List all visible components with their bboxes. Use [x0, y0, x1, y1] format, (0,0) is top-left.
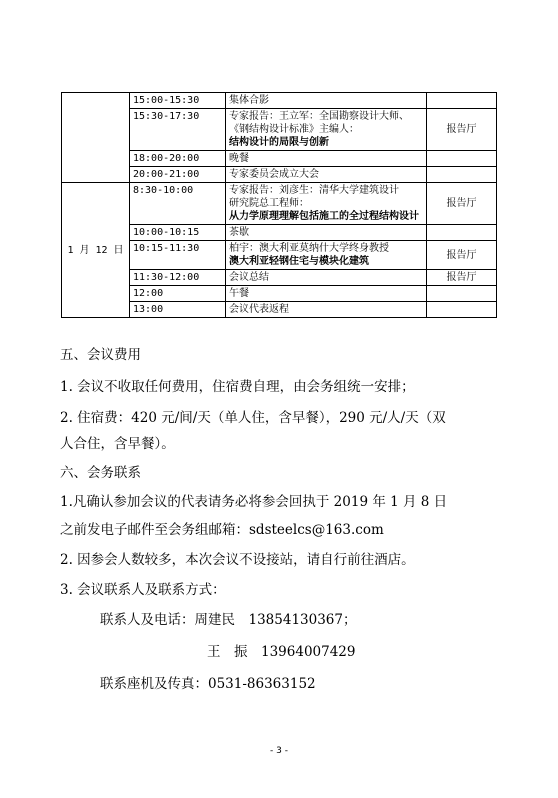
activity-line: 晚餐 [229, 153, 249, 164]
time-cell: 8:30-10:00 [130, 183, 226, 225]
table-row [62, 93, 497, 109]
venue-cell: 报告厅 [427, 183, 497, 225]
paragraph: 1. 会议不收取任何费用，住宿费自理，由会务组统一安排； [60, 379, 415, 395]
activity-cell [226, 93, 427, 109]
contact-line: 王 振 13964007429 [207, 644, 356, 660]
venue-cell [427, 151, 497, 167]
activity-line: 专家报告：刘彦生：清华大学建筑设计 [229, 185, 399, 196]
time-cell: 10:15-11:30 [130, 241, 226, 270]
venue-cell [427, 225, 497, 241]
venue-cell: 报告厅 [427, 241, 497, 270]
activity-cell [226, 109, 427, 151]
activity-line: 集体合影 [229, 95, 269, 106]
paragraph: 1.凡确认参加会议的代表请务必将参会回执于 2019 年 1 月 8 日 [60, 494, 448, 510]
report-title: 结构设计的局限与创新 [229, 137, 329, 148]
activity-line: 会议总结 [229, 272, 269, 283]
activity-line: 专家报告：王立军：全国勘察设计大师、 [229, 111, 409, 122]
activity-cell [226, 183, 427, 225]
contact-line: 联系座机及传真：0531-86363152 [100, 676, 316, 692]
activity-cell [226, 241, 427, 270]
page-number: - 3 - [270, 746, 288, 756]
contact-line: 联系人及电话：周建民 13854130367； [100, 612, 357, 628]
time-cell: 11:30-12:00 [130, 270, 226, 286]
activity-cell [226, 270, 427, 286]
activity-line: 研究院总工程师： [229, 198, 309, 209]
venue-cell [427, 167, 497, 183]
section-heading-fees: 五、会议费用 [60, 347, 141, 363]
report-title: 从力学原理理解包括施工的全过程结构设计 [229, 211, 419, 222]
venue-cell [427, 302, 497, 318]
time-cell: 12:00 [130, 286, 226, 302]
paragraph: 2. 因参会人数较多，本次会议不设接站，请自行前往酒店。 [60, 552, 415, 568]
table-row [62, 183, 497, 225]
time-cell: 13:00 [130, 302, 226, 318]
activity-line: 《钢结构设计标准》主编人： [229, 124, 359, 135]
time-cell: 10:00-10:15 [130, 225, 226, 241]
venue-cell: 报告厅 [427, 109, 497, 151]
schedule-table [61, 92, 497, 318]
paragraph: 3. 会议联系人及联系方式： [60, 582, 226, 598]
paragraph: 人合住，含早餐）。 [60, 436, 175, 452]
section-heading-contact: 六、会务联系 [60, 465, 141, 481]
activity-cell [226, 286, 427, 302]
time-cell: 20:00-21:00 [130, 167, 226, 183]
activity-cell [226, 225, 427, 241]
activity-line: 会议代表返程 [229, 304, 289, 315]
day-cell-empty [62, 93, 130, 183]
report-title: 澳大利亚轻钢住宅与模块化建筑 [229, 256, 369, 267]
venue-cell: 报告厅 [427, 270, 497, 286]
time-cell: 15:30-17:30 [130, 109, 226, 151]
activity-cell [226, 151, 427, 167]
activity-line: 茶歇 [229, 227, 249, 238]
time-cell: 18:00-20:00 [130, 151, 226, 167]
activity-cell [226, 167, 427, 183]
paragraph: 2. 住宿费：420 元/间/天（单人住，含早餐），290 元/人/天（双 [60, 410, 446, 426]
activity-line: 午餐 [229, 288, 249, 299]
time-cell: 15:00-15:30 [130, 93, 226, 109]
paragraph: 之前发电子邮件至会务组邮箱：sdsteelcs@163.com [60, 522, 384, 538]
activity-cell [226, 302, 427, 318]
activity-line: 柏宇：澳大利亚莫纳什大学终身教授 [229, 243, 389, 254]
day-cell: 1 月 12 日 [62, 183, 130, 318]
activity-line: 专家委员会成立大会 [229, 169, 319, 180]
venue-cell [427, 286, 497, 302]
venue-cell [427, 93, 497, 109]
